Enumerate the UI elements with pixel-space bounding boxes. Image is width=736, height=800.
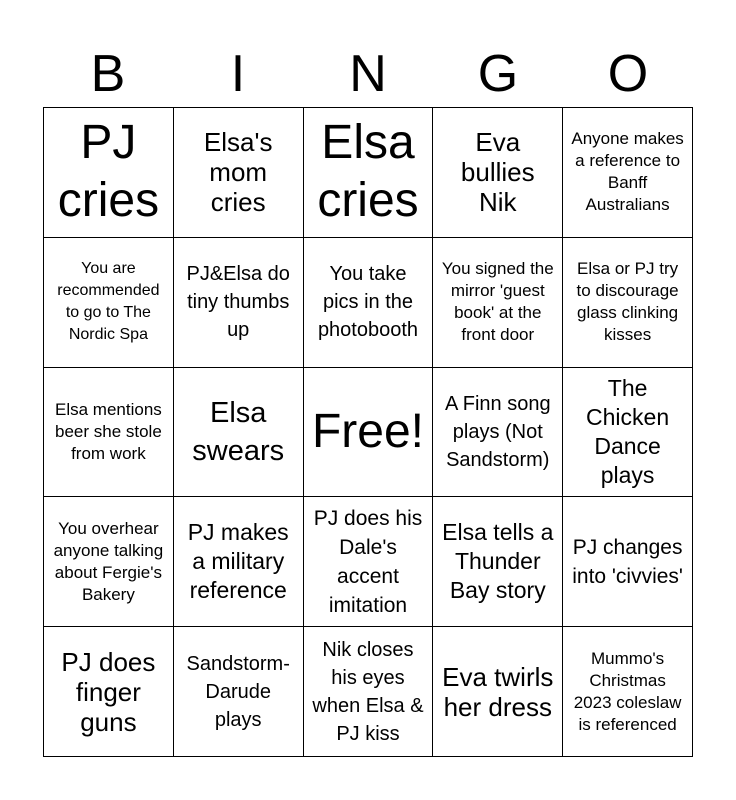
cell-text: PJ changes into 'civvies': [572, 535, 683, 588]
bingo-cell-g2[interactable]: [433, 238, 563, 368]
cell-text: Eva bullies Nik: [460, 127, 535, 218]
cell-text: Free!: [311, 404, 424, 458]
cell-text: PJ does finger guns: [61, 646, 156, 737]
bingo-cell-n3[interactable]: [304, 368, 434, 498]
bingo-cell-n5[interactable]: [304, 627, 434, 757]
cell-text: Anyone makes a reference to Banff Australians: [571, 129, 684, 215]
bingo-cell-g5[interactable]: [433, 627, 563, 757]
bingo-cell-g3[interactable]: [433, 368, 563, 498]
bingo-cell-b3[interactable]: [44, 368, 174, 498]
cell-text: Sandstorm- Darude plays: [186, 652, 290, 731]
cell-text: Elsa cries: [317, 116, 419, 228]
bingo-cell-b1[interactable]: [44, 108, 174, 238]
bingo-cell-o1[interactable]: [563, 108, 693, 238]
cell-text: Elsa mentions beer she stole from work: [55, 399, 162, 463]
cell-text: A Finn song plays (Not Sandstorm): [444, 392, 551, 471]
bingo-cell-o4[interactable]: [563, 497, 693, 627]
bingo-cell-o5[interactable]: [563, 627, 693, 757]
bingo-cell-i5[interactable]: [174, 627, 304, 757]
cell-text: You signed the mirror 'guest book' at the front door: [441, 259, 554, 345]
bingo-cell-n2[interactable]: [304, 238, 434, 368]
bingo-cell-b4[interactable]: [44, 497, 174, 627]
bingo-cell-i2[interactable]: [174, 238, 304, 368]
header-letter-o: O: [607, 45, 649, 103]
header-letter-g: G: [477, 45, 519, 103]
bingo-header: [43, 40, 693, 108]
cell-text: You overhear anyone talking about Fergie's Bakery: [53, 518, 164, 604]
bingo-cell-g4[interactable]: [433, 497, 563, 627]
header-letter-n: N: [349, 45, 387, 103]
cell-text: Elsa swears: [192, 396, 285, 467]
bingo-cell-n1[interactable]: [304, 108, 434, 238]
bingo-cell-o2[interactable]: [563, 238, 693, 368]
cell-text: Elsa or PJ try to discourage glass clinking kisses: [576, 259, 679, 345]
bingo-cell-o3[interactable]: [563, 368, 693, 498]
bingo-cell-g1[interactable]: [433, 108, 563, 238]
bingo-cell-i4[interactable]: [174, 497, 304, 627]
bingo-cell-i3[interactable]: [174, 368, 304, 498]
cell-text: PJ&Elsa do tiny thumbs up: [186, 263, 290, 342]
cell-text: Elsa tells a Thunder Bay story: [442, 519, 554, 604]
cell-text: PJ cries: [57, 116, 160, 228]
bingo-board: [43, 107, 693, 757]
cell-text: The Chicken Dance plays: [586, 374, 670, 488]
cell-text: You are recommended to go to The Nordic Spa: [57, 260, 160, 344]
bingo-cell-b2[interactable]: [44, 238, 174, 368]
bingo-cell-b5[interactable]: [44, 627, 174, 757]
bingo-cell-i1[interactable]: [174, 108, 304, 238]
cell-text: PJ does his Dale's accent imitation: [313, 506, 423, 617]
cell-text: You take pics in the photobooth: [317, 263, 419, 342]
cell-text: Elsa's mom cries: [203, 127, 273, 218]
header-letter-i: I: [230, 45, 246, 103]
header-letter-b: B: [90, 45, 126, 103]
cell-text: PJ makes a military reference: [187, 519, 289, 604]
cell-text: Nik closes his eyes when Elsa & PJ kiss: [312, 638, 424, 745]
cell-text: Mummo's Christmas 2023 coleslaw is referenced: [573, 648, 682, 734]
bingo-cell-n4[interactable]: [304, 497, 434, 627]
cell-text: Eva twirls her dress: [442, 661, 554, 722]
